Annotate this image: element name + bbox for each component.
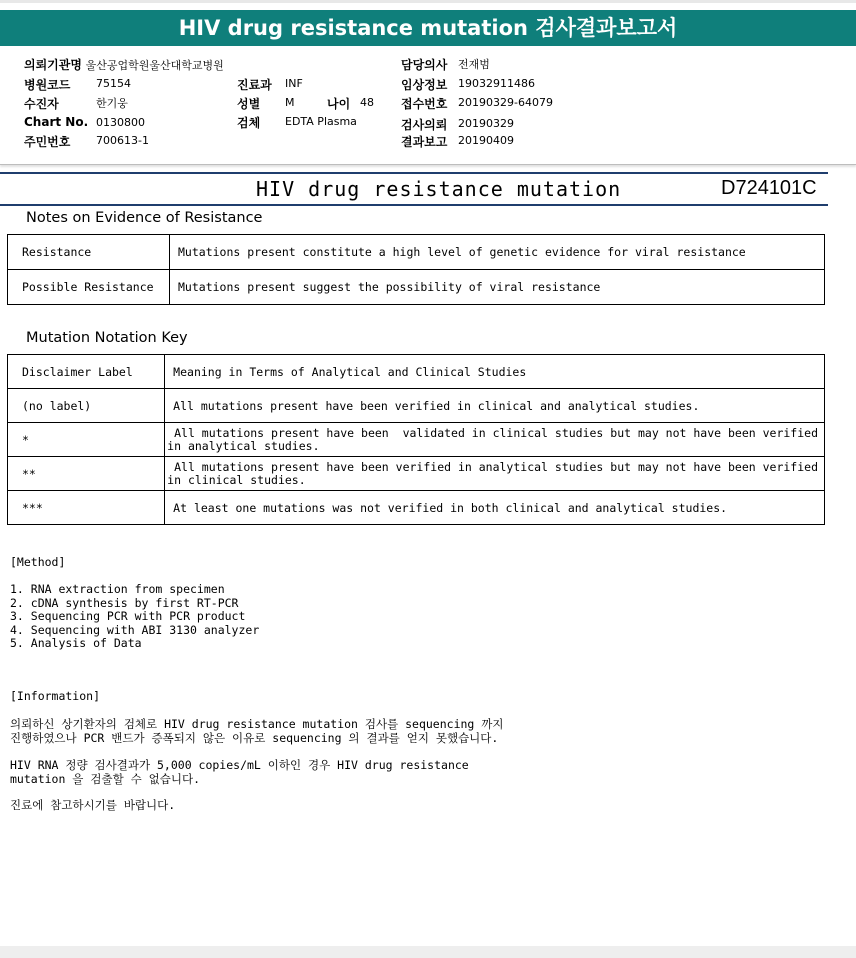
chart-value <box>96 115 145 129</box>
table-row <box>8 491 825 525</box>
specimen-value <box>285 114 357 128</box>
key-meaning-cell: All mutations present have been verified in analytical studies but may not have been verified in clinical studies. <box>165 457 825 491</box>
dept-label <box>237 76 272 93</box>
code-label: 병원코드 <box>24 78 71 92</box>
table-row <box>8 235 825 270</box>
bottom-bar <box>0 946 856 958</box>
age-value <box>360 95 374 109</box>
report-sub-rule <box>0 204 828 206</box>
chart-label <box>24 115 88 129</box>
info-title: [Information] <box>10 689 101 703</box>
receipt-label <box>401 95 447 112</box>
rrn-label <box>24 133 70 150</box>
chart-label-text: Chart No. <box>24 115 89 129</box>
key-label-cell: * <box>8 423 165 457</box>
dept-label-text: 진료과 <box>237 78 272 92</box>
key-label-cell: *** <box>8 491 165 525</box>
method-title: [Method] <box>10 555 66 569</box>
table-row <box>8 270 825 305</box>
doctor-value <box>458 56 490 72</box>
hospital-field <box>24 56 224 73</box>
receipt-label-text: 접수번호 <box>401 97 448 111</box>
notes-label-cell: Possible Resistance <box>8 270 170 305</box>
report-title-bar: HIV drug resistance mutation 검사결과보고서 <box>0 10 856 46</box>
info-paragraph-2: HIV RNA 정량 검사결과가 5,000 copies/mL 이하인 경우 HIV drug resistance mutation 을 검출할 수 없습니다. <box>10 758 469 786</box>
table-row <box>8 423 825 457</box>
notes-meaning-cell: Mutations present suggest the possibility of viral resistance <box>170 270 825 305</box>
request-value <box>458 116 514 130</box>
key-meaning-cell: All mutations present have been validated in clinical studies but may not have been verified in analytical studies. <box>165 423 825 457</box>
clinical-label <box>401 76 447 93</box>
key-meaning-cell: Meaning in Terms of Analytical and Clinical Studies <box>165 355 825 389</box>
clinical-label-text: 임상정보 <box>401 78 448 92</box>
clinical-value-text: 19032911486 <box>458 77 535 90</box>
doctor-value-text: 전재범 <box>458 58 490 71</box>
method-list: 1. RNA extraction from specimen 2. cDNA synthesis by first RT-PCR 3. Sequencing PCR with PCR product 4. Sequencing with ABI 3130 analyzer 5. Analysis of Data <box>10 582 260 650</box>
rrn-value <box>96 133 149 147</box>
result-value <box>458 133 514 147</box>
patient-info-header <box>0 46 856 165</box>
report-top-rule <box>0 172 828 174</box>
receipt-value-text: 20190329-64079 <box>458 96 553 109</box>
sex-label-text: 성별 <box>237 97 261 111</box>
rrn-value-text: 700613-1 <box>96 134 149 147</box>
key-section-title: Mutation Notation Key <box>26 330 188 346</box>
key-label-cell: Disclaimer Label <box>8 355 165 389</box>
code-value: 75154 <box>96 77 131 90</box>
specimen-label-text: 검체 <box>237 116 261 130</box>
result-label-text: 결과보고 <box>401 135 448 149</box>
age-value-text: 48 <box>360 96 374 109</box>
key-meaning-cell: All mutations present have been verified in clinical and analytical studies. <box>165 389 825 423</box>
notes-table <box>7 234 825 305</box>
rrn-label-text: 주민번호 <box>24 135 71 149</box>
doctor-label <box>401 56 447 73</box>
table-row <box>8 457 825 491</box>
receiver-value-text: 한기웅 <box>96 97 128 110</box>
request-label <box>401 116 447 133</box>
table-row <box>8 355 825 389</box>
receipt-value <box>458 95 553 109</box>
key-label-cell: (no label) <box>8 389 165 423</box>
report-code: D724101C <box>721 177 817 199</box>
receiver-label-text: 수진자 <box>24 97 59 111</box>
sex-value-text: M <box>285 96 295 109</box>
info-paragraph-3: 진료에 참고하시기를 바랍니다. <box>10 798 176 812</box>
result-value-text: 20190409 <box>458 134 514 147</box>
key-label-cell: ** <box>8 457 165 491</box>
top-border <box>0 0 856 3</box>
report-body <box>0 168 856 943</box>
notes-section-title: Notes on Evidence of Resistance <box>26 210 263 226</box>
hospital-code-field <box>24 76 70 93</box>
key-meaning-cell: At least one mutations was not verified in both clinical and analytical studies. <box>165 491 825 525</box>
sex-value <box>285 95 295 109</box>
report-title: HIV drug resistance mutation <box>256 177 622 201</box>
hospital-label: 의뢰기관명 <box>24 58 82 72</box>
notes-meaning-cell: Mutations present constitute a high level of genetic evidence for viral resistance <box>170 235 825 270</box>
age-label-text: 나이 <box>327 97 351 111</box>
notes-label-cell: Resistance <box>8 235 170 270</box>
specimen-label <box>237 114 260 131</box>
notation-key-table <box>7 354 825 525</box>
dept-value <box>285 76 303 90</box>
table-row <box>8 389 825 423</box>
hospital-value: 울산공업학원울산대학교병원 <box>85 59 224 72</box>
request-label-text: 검사의뢰 <box>401 118 448 132</box>
chart-value-text: 0130800 <box>96 116 145 129</box>
dept-value-text: INF <box>285 77 303 90</box>
receiver-label <box>24 95 59 112</box>
info-paragraph-1: 의뢰하신 상기환자의 검체로 HIV drug resistance mutation 검사를 sequencing 까지 진행하였으나 PCR 밴드가 증폭되지 않은 이유로 sequencing 의 결과를 얻지 못했습니다. <box>10 717 504 745</box>
receiver-value <box>96 95 128 111</box>
age-label <box>327 95 350 112</box>
specimen-value-text: EDTA Plasma <box>285 115 357 128</box>
doctor-label-text: 담당의사 <box>401 58 448 72</box>
clinical-value <box>458 76 535 90</box>
hospital-code-value <box>96 76 131 90</box>
sex-label <box>237 95 260 112</box>
request-value-text: 20190329 <box>458 117 514 130</box>
result-label <box>401 133 447 150</box>
